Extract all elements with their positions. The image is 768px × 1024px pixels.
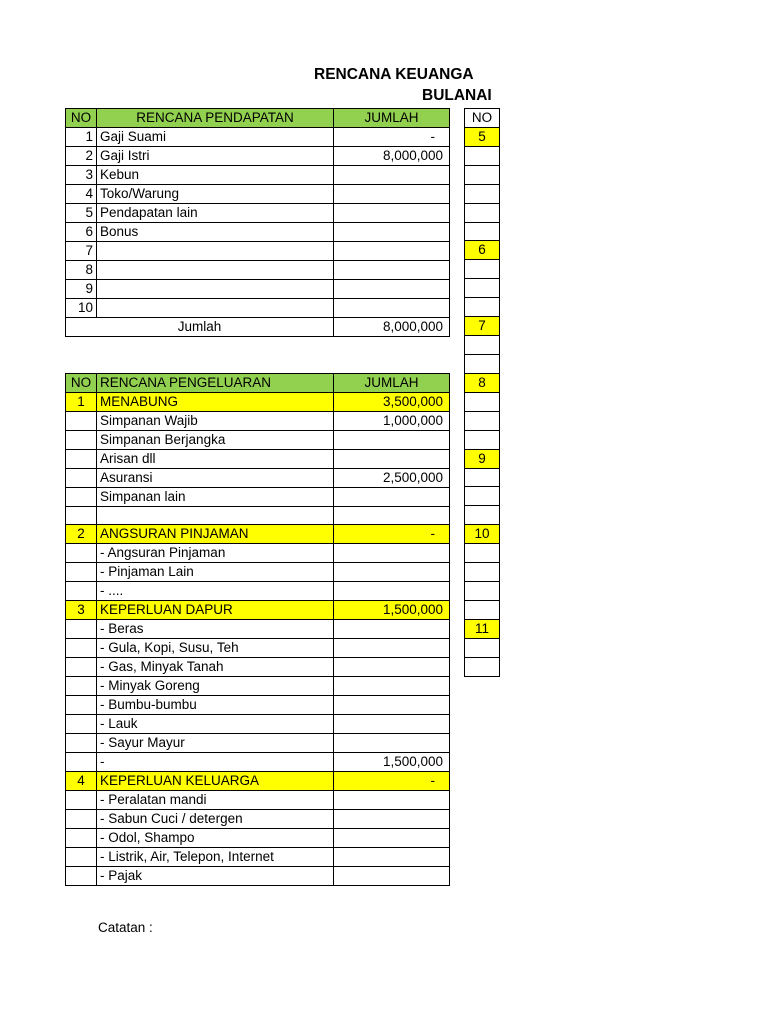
income-row-no: 10 <box>66 299 97 318</box>
income-row-amount <box>334 299 450 318</box>
side-no-cell <box>465 544 500 563</box>
side-no-cell <box>465 411 500 430</box>
expense-row-no <box>66 563 97 582</box>
expense-row-desc: Asuransi <box>97 469 334 488</box>
expense-row-no <box>66 753 97 772</box>
side-no-cell: 11 <box>465 619 500 638</box>
expense-item-row <box>66 734 450 753</box>
income-row-amount <box>334 242 450 261</box>
expense-item-row <box>66 867 450 886</box>
expense-row-desc: - .... <box>97 582 334 601</box>
income-row <box>66 147 450 166</box>
side-no-cell <box>465 430 500 449</box>
expense-row-desc: - Pajak <box>97 867 334 886</box>
side-no-cell <box>465 260 500 279</box>
expense-item-row <box>66 544 450 563</box>
income-row-no: 2 <box>66 147 97 166</box>
expense-header-row <box>66 374 450 393</box>
expense-item-row <box>66 696 450 715</box>
income-row-no: 3 <box>66 166 97 185</box>
expense-item-row <box>66 791 450 810</box>
expense-row-desc: Simpanan lain <box>97 488 334 507</box>
expense-table <box>65 373 450 886</box>
expense-row-desc: - Minyak Goreng <box>97 677 334 696</box>
expense-row-no <box>66 810 97 829</box>
income-row-desc: Bonus <box>97 223 334 242</box>
income-row-no: 4 <box>66 185 97 204</box>
income-row-desc <box>97 299 334 318</box>
expense-row-no: 4 <box>66 772 97 791</box>
expense-row-amount <box>334 507 450 525</box>
expense-row-amount <box>334 450 450 469</box>
expense-row-amount: - <box>334 772 450 791</box>
expense-item-row <box>66 715 450 734</box>
expense-row-desc: Simpanan Wajib <box>97 412 334 431</box>
expense-item-row <box>66 753 450 772</box>
expense-row-amount: 1,000,000 <box>334 412 450 431</box>
income-total-label: Jumlah <box>66 318 334 337</box>
expense-row-desc: - Bumbu-bumbu <box>97 696 334 715</box>
expense-row-desc: MENABUNG <box>97 393 334 412</box>
side-no-cell <box>465 638 500 657</box>
expense-row-no <box>66 412 97 431</box>
side-no-cell <box>465 279 500 298</box>
expense-row-amount: 1,500,000 <box>334 601 450 620</box>
income-row-amount <box>334 204 450 223</box>
side-no-cell: 5 <box>465 128 500 147</box>
expense-row-no <box>66 620 97 639</box>
expense-item-row <box>66 412 450 431</box>
income-row-desc: Pendapatan lain <box>97 204 334 223</box>
note-label: Catatan : <box>98 920 153 935</box>
expense-row-amount <box>334 810 450 829</box>
income-row <box>66 242 450 261</box>
expense-row-desc: - Beras <box>97 620 334 639</box>
expense-category-row <box>66 772 450 791</box>
side-no-cell <box>465 165 500 184</box>
expense-row-desc: - <box>97 753 334 772</box>
expense-row-no <box>66 488 97 507</box>
side-no-cell: 6 <box>465 241 500 260</box>
side-no-cell <box>465 487 500 506</box>
expense-row-no <box>66 469 97 488</box>
expense-item-row <box>66 431 450 450</box>
side-no-cell <box>465 392 500 411</box>
expense-row-amount <box>334 639 450 658</box>
income-row-amount <box>334 166 450 185</box>
expense-item-row <box>66 450 450 469</box>
expense-row-no <box>66 677 97 696</box>
income-table <box>65 108 450 337</box>
expense-row-no <box>66 867 97 886</box>
side-no-cell: 9 <box>465 449 500 468</box>
expense-row-no <box>66 450 97 469</box>
side-no-cell: 8 <box>465 373 500 392</box>
expense-row-no <box>66 791 97 810</box>
income-row-amount <box>334 261 450 280</box>
expense-row-no <box>66 829 97 848</box>
expense-row-desc: - Pinjaman Lain <box>97 563 334 582</box>
income-row-no: 8 <box>66 261 97 280</box>
expense-row-desc: - Gula, Kopi, Susu, Teh <box>97 639 334 658</box>
expense-item-row <box>66 848 450 867</box>
expense-item-row <box>66 507 450 525</box>
expense-header-desc: RENCANA PENGELUARAN <box>97 374 334 393</box>
income-row-amount: 8,000,000 <box>334 147 450 166</box>
expense-row-no <box>66 507 97 525</box>
expense-row-desc: - Odol, Shampo <box>97 829 334 848</box>
expense-row-amount <box>334 620 450 639</box>
expense-item-row <box>66 677 450 696</box>
side-no-cell <box>465 355 500 374</box>
expense-item-row <box>66 488 450 507</box>
income-row-desc <box>97 280 334 299</box>
expense-row-no <box>66 696 97 715</box>
income-row <box>66 280 450 299</box>
expense-row-no: 1 <box>66 393 97 412</box>
income-row-desc <box>97 242 334 261</box>
income-header-no: NO <box>66 109 97 128</box>
expense-row-amount <box>334 488 450 507</box>
expense-row-no <box>66 658 97 677</box>
expense-row-no: 2 <box>66 525 97 544</box>
income-row-desc: Toko/Warung <box>97 185 334 204</box>
expense-row-amount: 2,500,000 <box>334 469 450 488</box>
expense-row-amount <box>334 658 450 677</box>
expense-row-desc: Simpanan Berjangka <box>97 431 334 450</box>
expense-row-amount <box>334 696 450 715</box>
expense-row-amount: 1,500,000 <box>334 753 450 772</box>
expense-row-no <box>66 715 97 734</box>
expense-row-no <box>66 734 97 753</box>
income-row-desc: Gaji Istri <box>97 147 334 166</box>
expense-row-desc: - Listrik, Air, Telepon, Internet <box>97 848 334 867</box>
expense-row-desc: - Angsuran Pinjaman <box>97 544 334 563</box>
expense-item-row <box>66 658 450 677</box>
expense-category-row <box>66 393 450 412</box>
expense-item-row <box>66 810 450 829</box>
side-no-cell <box>465 184 500 203</box>
expense-category-row <box>66 601 450 620</box>
side-header-no: NO <box>465 109 500 128</box>
income-row-amount: - <box>334 128 450 147</box>
expense-row-amount <box>334 563 450 582</box>
income-row-amount <box>334 185 450 204</box>
side-no-cell <box>465 147 500 166</box>
income-row <box>66 299 450 318</box>
side-no-cell: 10 <box>465 525 500 544</box>
expense-item-row <box>66 829 450 848</box>
income-row <box>66 185 450 204</box>
side-no-cell <box>465 468 500 487</box>
income-header-desc: RENCANA PENDAPATAN <box>97 109 334 128</box>
expense-row-desc: - Sabun Cuci / detergen <box>97 810 334 829</box>
income-row <box>66 204 450 223</box>
income-row <box>66 166 450 185</box>
expense-item-row <box>66 469 450 488</box>
side-no-cell <box>465 506 500 525</box>
side-no-column <box>464 108 500 677</box>
income-row-desc <box>97 261 334 280</box>
expense-row-no <box>66 582 97 601</box>
expense-category-row <box>66 525 450 544</box>
side-no-cell <box>465 563 500 582</box>
side-no-cell <box>465 336 500 355</box>
income-header-amount: JUMLAH <box>334 109 450 128</box>
expense-row-desc <box>97 507 334 525</box>
income-row-no: 5 <box>66 204 97 223</box>
expense-header-amount: JUMLAH <box>334 374 450 393</box>
income-total-amount: 8,000,000 <box>334 318 450 337</box>
expense-row-desc: KEPERLUAN DAPUR <box>97 601 334 620</box>
expense-row-no <box>66 544 97 563</box>
expense-row-desc: ANGSURAN PINJAMAN <box>97 525 334 544</box>
income-header-row <box>66 109 450 128</box>
expense-row-amount <box>334 715 450 734</box>
expense-row-no <box>66 848 97 867</box>
expense-row-amount <box>334 791 450 810</box>
income-row-no: 9 <box>66 280 97 299</box>
side-no-cell <box>465 298 500 317</box>
expense-row-desc: KEPERLUAN KELUARGA <box>97 772 334 791</box>
expense-row-amount <box>334 677 450 696</box>
income-row-amount <box>334 223 450 242</box>
expense-row-amount <box>334 848 450 867</box>
side-no-cell: 7 <box>465 317 500 336</box>
income-total-row <box>66 318 450 337</box>
expense-row-no: 3 <box>66 601 97 620</box>
income-row <box>66 128 450 147</box>
income-row <box>66 223 450 242</box>
expense-row-desc: Arisan dll <box>97 450 334 469</box>
side-no-cell <box>465 600 500 619</box>
income-row-desc: Kebun <box>97 166 334 185</box>
expense-item-row <box>66 639 450 658</box>
income-row-no: 7 <box>66 242 97 261</box>
expense-row-desc: - Peralatan mandi <box>97 791 334 810</box>
income-row-no: 1 <box>66 128 97 147</box>
expense-row-amount <box>334 431 450 450</box>
income-row <box>66 261 450 280</box>
expense-row-desc: - Lauk <box>97 715 334 734</box>
page-subtitle: BULANAI <box>422 87 492 104</box>
income-row-no: 6 <box>66 223 97 242</box>
expense-row-no <box>66 431 97 450</box>
expense-row-amount <box>334 582 450 601</box>
expense-row-amount <box>334 734 450 753</box>
expense-item-row <box>66 563 450 582</box>
expense-row-desc: - Sayur Mayur <box>97 734 334 753</box>
expense-row-amount <box>334 829 450 848</box>
side-no-cell <box>465 582 500 601</box>
expense-item-row <box>66 582 450 601</box>
expense-row-amount <box>334 867 450 886</box>
income-row-amount <box>334 280 450 299</box>
expense-header-no: NO <box>66 374 97 393</box>
income-row-desc: Gaji Suami <box>97 128 334 147</box>
expense-row-amount: 3,500,000 <box>334 393 450 412</box>
expense-row-no <box>66 639 97 658</box>
page-title: RENCANA KEUANGA <box>314 66 474 83</box>
side-no-cell <box>465 657 500 676</box>
side-no-cell <box>465 203 500 222</box>
expense-row-amount: - <box>334 525 450 544</box>
expense-row-amount <box>334 544 450 563</box>
expense-item-row <box>66 620 450 639</box>
expense-row-desc: - Gas, Minyak Tanah <box>97 658 334 677</box>
side-no-cell <box>465 222 500 241</box>
